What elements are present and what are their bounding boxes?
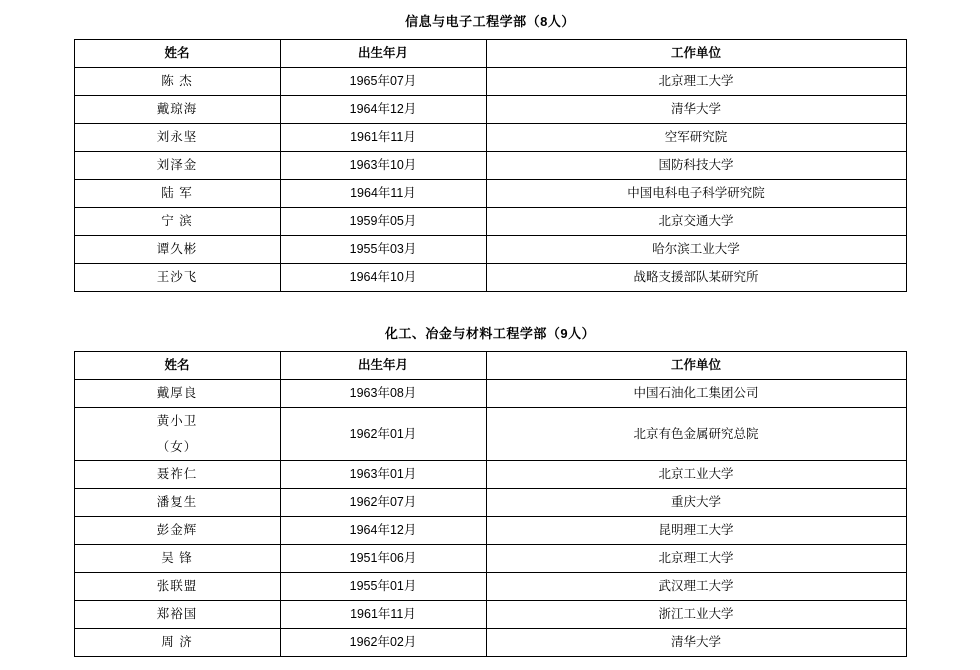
cell-org: 武汉理工大学 [486,573,906,601]
cell-birth: 1961年11月 [280,601,486,629]
cell-birth: 1961年11月 [280,124,486,152]
cell-org: 中国石油化工集团公司 [486,380,906,408]
cell-name: 潘复生 [74,489,280,517]
column-header-name: 姓名 [74,352,280,380]
cell-birth: 1964年11月 [280,180,486,208]
cell-name: 戴琼海 [74,96,280,124]
cell-name: 张联盟 [74,573,280,601]
cell-org: 重庆大学 [486,489,906,517]
cell-name: 刘泽金 [74,152,280,180]
cell-org: 北京交通大学 [486,208,906,236]
cell-name: 吴 锋 [74,545,280,573]
cell-name-line1: 黄小卫 [156,414,198,428]
cell-org: 清华大学 [486,629,906,657]
cell-birth: 1963年08月 [280,380,486,408]
table-header-row [74,40,906,68]
section-information-electronics [0,11,980,292]
table-row [74,601,906,629]
cell-birth: 1963年01月 [280,461,486,489]
cell-org: 北京理工大学 [486,545,906,573]
cell-name: 宁 滨 [74,208,280,236]
cell-birth: 1962年01月 [280,408,486,461]
cell-org: 国防科技大学 [486,152,906,180]
table-row [74,124,906,152]
cell-name-line2: （女） [156,440,198,454]
column-header-org: 工作单位 [486,40,906,68]
column-header-org: 工作单位 [486,352,906,380]
cell-org: 中国电科电子科学研究院 [486,180,906,208]
table-row [74,517,906,545]
cell-org: 哈尔滨工业大学 [486,236,906,264]
cell-org: 战略支援部队某研究所 [486,264,906,292]
table-row [74,461,906,489]
table-row [74,236,906,264]
section-chemical-metallurgy-materials [0,323,980,657]
cell-birth: 1962年07月 [280,489,486,517]
roster-table [74,351,907,657]
cell-name: 刘永坚 [74,124,280,152]
table-row [74,264,906,292]
cell-org: 昆明理工大学 [486,517,906,545]
table-row [74,152,906,180]
cell-birth: 1955年03月 [280,236,486,264]
cell-birth: 1964年12月 [280,517,486,545]
cell-birth: 1955年01月 [280,573,486,601]
cell-name: 王沙飞 [74,264,280,292]
cell-name: 郑裕国 [74,601,280,629]
table-row [74,68,906,96]
table-row [74,408,906,461]
cell-birth: 1964年10月 [280,264,486,292]
cell-name: 聂祚仁 [74,461,280,489]
table-row [74,96,906,124]
cell-org: 浙江工业大学 [486,601,906,629]
column-header-birth: 出生年月 [280,352,486,380]
table-row [74,208,906,236]
cell-org: 清华大学 [486,96,906,124]
cell-birth: 1959年05月 [280,208,486,236]
cell-org: 北京工业大学 [486,461,906,489]
cell-name: 彭金辉 [74,517,280,545]
cell-birth: 1963年10月 [280,152,486,180]
table-row [74,545,906,573]
cell-name: 周 济 [74,629,280,657]
cell-birth: 1965年07月 [280,68,486,96]
cell-org: 空军研究院 [486,124,906,152]
table-row [74,489,906,517]
section-title: 信息与电子工程学部（8人） [405,14,575,29]
cell-birth: 1964年12月 [280,96,486,124]
cell-name [74,408,280,461]
cell-name: 戴厚良 [74,380,280,408]
cell-name: 谭久彬 [74,236,280,264]
roster-table [74,39,907,292]
cell-birth: 1962年02月 [280,629,486,657]
cell-name: 陈 杰 [74,68,280,96]
cell-name: 陆 军 [74,180,280,208]
table-header-row [74,352,906,380]
column-header-birth: 出生年月 [280,40,486,68]
table-row [74,380,906,408]
document-page [0,11,980,670]
cell-birth: 1951年06月 [280,545,486,573]
cell-org: 北京有色金属研究总院 [486,408,906,461]
table-row [74,180,906,208]
cell-org: 北京理工大学 [486,68,906,96]
section-title: 化工、冶金与材料工程学部（9人） [384,326,596,341]
column-header-name: 姓名 [74,40,280,68]
table-row [74,573,906,601]
table-row [74,629,906,657]
